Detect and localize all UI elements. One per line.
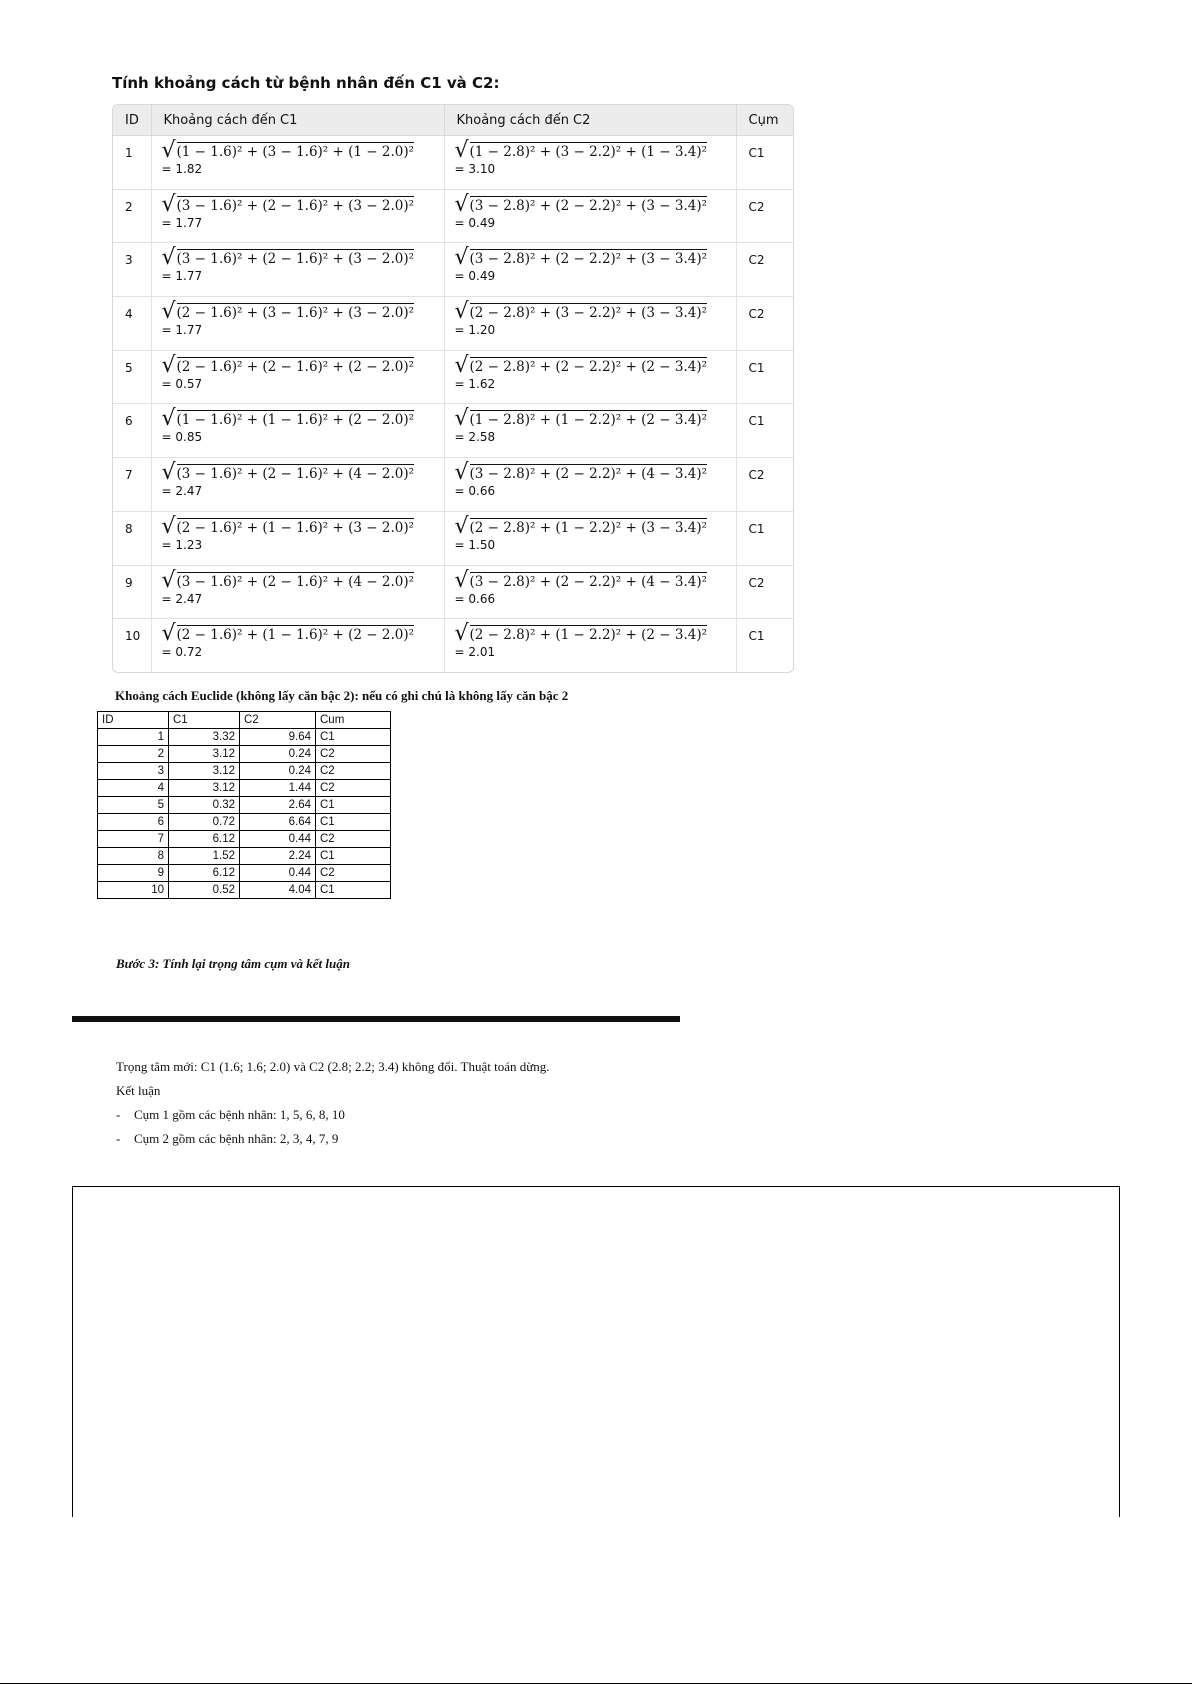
c1-result: = 0.85	[161, 430, 203, 445]
squared-table-row	[98, 729, 391, 746]
c1-formula	[161, 406, 434, 432]
sqrt-symbol: √	[161, 621, 176, 647]
c2-result: = 0.66	[454, 591, 496, 606]
c2-formula	[454, 567, 726, 593]
sq-c2-value: 0.24	[240, 746, 316, 763]
c2-formula-text: (2 − 2.8)² + (3 − 2.2)² + (3 − 3.4)²	[469, 305, 708, 322]
c1-distance-cell	[151, 565, 444, 619]
sq-c1-value: 6.12	[169, 831, 240, 848]
row-id: 4	[113, 297, 151, 351]
c1-result: = 1.82	[161, 162, 203, 176]
c1-result: = 2.47	[161, 591, 203, 606]
squared-table-row	[98, 882, 391, 899]
c1-formula	[161, 299, 434, 325]
c1-result: = 1.77	[161, 269, 203, 284]
sqrt-symbol: √	[454, 191, 469, 217]
squared-table-row	[98, 848, 391, 865]
c2-formula	[454, 621, 726, 647]
sq-c1-value: 0.32	[169, 797, 240, 814]
sq-cluster: C2	[316, 763, 391, 780]
conclusion-label: Kết luận	[116, 1083, 161, 1098]
c1-formula-text: (3 − 1.6)² + (2 − 1.6)² + (3 − 2.0)²	[176, 197, 415, 214]
sq-c1-value: 1.52	[169, 848, 240, 865]
distance-table-row	[113, 297, 793, 351]
cluster-cell: C1	[748, 629, 765, 644]
squared-table-row	[98, 746, 391, 763]
c2-distance-cell	[444, 189, 736, 243]
squared-table-header	[98, 712, 391, 729]
list-dash: -	[116, 1131, 121, 1146]
distance-table-row	[113, 404, 793, 458]
c1-formula-text: (2 − 1.6)² + (3 − 1.6)² + (3 − 2.0)²	[176, 305, 415, 322]
sq-cluster: C2	[316, 780, 391, 797]
squared-table-row	[98, 814, 391, 831]
new-centroids-text: Trọng tâm mới: C1 (1.6; 1.6; 2.0) và C2 (2.8; 2.2; 3.4) không đổi. Thuật toán dừng.	[116, 1059, 550, 1074]
distance-table-row	[113, 136, 793, 190]
c1-formula-text: (3 − 1.6)² + (2 − 1.6)² + (4 − 2.0)²	[176, 573, 415, 590]
c2-formula	[454, 406, 726, 432]
c2-formula-text: (2 − 2.8)² + (1 − 2.2)² + (3 − 3.4)²	[469, 519, 708, 536]
distance-heading: Tính khoảng cách từ bệnh nhân đến C1 và C2:	[112, 74, 500, 92]
sq-cluster: C1	[316, 797, 391, 814]
sqrt-symbol: √	[454, 567, 469, 593]
c2-formula-text: (2 − 2.8)² + (1 − 2.2)² + (2 − 3.4)²	[469, 627, 708, 644]
c1-result: = 1.77	[161, 215, 203, 230]
sqrt-symbol: √	[161, 245, 176, 271]
c1-result: = 0.57	[161, 376, 203, 391]
c2-distance-cell	[444, 136, 736, 190]
c1-formula	[161, 513, 434, 539]
squared-table-row	[98, 797, 391, 814]
c1-formula	[161, 245, 434, 271]
squared-table-row	[98, 780, 391, 797]
cluster-cell: C1	[736, 511, 793, 565]
distance-table-row	[113, 565, 793, 619]
c2-result: = 0.49	[454, 269, 496, 284]
distance-table-header	[113, 105, 793, 136]
sqrt-symbol: √	[454, 299, 469, 325]
cluster-cell: C2	[736, 189, 793, 243]
sq-cluster: C2	[316, 746, 391, 763]
cluster-cell: C2	[736, 243, 793, 297]
sqrt-symbol: √	[161, 567, 176, 593]
c2-distance-cell	[444, 404, 736, 458]
c2-formula	[454, 191, 726, 217]
c2-formula	[454, 138, 726, 163]
sq-cluster: C1	[316, 814, 391, 831]
c1-result: = 2.47	[161, 484, 203, 499]
c1-formula	[161, 567, 434, 593]
sq-c2-value: 0.44	[240, 831, 316, 848]
sq-c2-value: 1.44	[240, 780, 316, 797]
sq-row-id: 3	[98, 763, 169, 780]
sqrt-symbol: √	[454, 621, 469, 647]
c2-distance-cell	[444, 565, 736, 619]
c2-distance-cell	[444, 619, 736, 673]
c1-formula-text: (2 − 1.6)² + (1 − 1.6)² + (2 − 2.0)²	[176, 627, 415, 644]
sq-c2-value: 4.04	[240, 882, 316, 899]
row-id: 3	[113, 243, 151, 297]
c2-formula-text: (1 − 2.8)² + (1 − 2.2)² + (2 − 3.4)²	[469, 412, 708, 429]
sqrt-symbol: √	[454, 513, 469, 539]
sqrt-symbol: √	[161, 460, 176, 486]
c1-distance-cell	[151, 404, 444, 458]
list-dash: -	[116, 1107, 121, 1122]
c2-result: = 1.50	[454, 537, 496, 552]
c2-result: = 1.62	[454, 376, 496, 391]
sqrt-symbol: √	[161, 352, 176, 378]
c2-distance-cell	[444, 511, 736, 565]
distance-table-row	[113, 243, 793, 297]
sqrt-symbol: √	[161, 299, 176, 325]
c2-formula	[454, 299, 726, 325]
sq-cluster: C1	[316, 848, 391, 865]
sqrt-symbol: √	[161, 406, 176, 432]
squared-table-row	[98, 831, 391, 848]
bottom-rule	[0, 1683, 1192, 1684]
sq-cluster: C2	[316, 831, 391, 848]
cluster1-text: Cụm 1 gồm các bệnh nhân: 1, 5, 6, 8, 10	[134, 1107, 345, 1122]
c2-formula-text: (2 − 2.8)² + (2 − 2.2)² + (2 − 3.4)²	[469, 358, 708, 375]
column-header-id: ID	[113, 105, 151, 136]
distance-table	[113, 105, 793, 672]
c1-formula-text: (1 − 1.6)² + (3 − 1.6)² + (1 − 2.0)²	[176, 144, 415, 160]
c2-result: = 0.49	[454, 215, 496, 230]
distance-table-row	[113, 511, 793, 565]
cluster1-item	[116, 1107, 345, 1123]
c1-result: = 1.23	[161, 537, 203, 552]
sq-row-id: 1	[98, 729, 169, 746]
distance-table-row	[113, 350, 793, 404]
c1-result: = 0.72	[161, 645, 203, 660]
c1-formula	[161, 191, 434, 217]
sqrt-symbol: √	[161, 513, 176, 539]
c2-formula-text: (3 − 2.8)² + (2 − 2.2)² + (4 − 3.4)²	[469, 573, 708, 590]
sqrt-symbol: √	[161, 138, 176, 163]
c1-formula-text: (3 − 1.6)² + (2 − 1.6)² + (4 − 2.0)²	[176, 466, 415, 483]
c2-result: = 2.01	[454, 645, 496, 660]
c1-formula	[161, 460, 434, 486]
sq-c2-value: 0.24	[240, 763, 316, 780]
sq-c1-value: 3.12	[169, 746, 240, 763]
sqrt-symbol: √	[454, 406, 469, 432]
sq-column-header-cluster: Cum	[316, 712, 391, 729]
divider-bar	[72, 1016, 680, 1022]
sq-row-id: 7	[98, 831, 169, 848]
c1-formula	[161, 352, 434, 378]
cluster-cell: C2	[736, 297, 793, 351]
sq-row-id: 8	[98, 848, 169, 865]
sq-c1-value: 6.12	[169, 865, 240, 882]
sqrt-symbol: √	[454, 460, 469, 486]
sq-c1-value: 3.32	[169, 729, 240, 746]
c1-distance-cell	[151, 619, 444, 673]
c2-result: = 1.20	[454, 323, 496, 338]
c1-distance-cell	[151, 511, 444, 565]
sq-cluster: C1	[316, 729, 391, 746]
column-header-c1: Khoảng cách đến C1	[151, 105, 444, 136]
cluster-cell: C1	[736, 404, 793, 458]
sq-row-id: 4	[98, 780, 169, 797]
sqrt-symbol: √	[454, 138, 469, 163]
sq-row-id: 9	[98, 865, 169, 882]
sq-c2-value: 6.64	[240, 814, 316, 831]
column-header-cluster: Cụm	[736, 105, 793, 136]
cluster-cell: C2	[736, 565, 793, 619]
row-id: 2	[113, 189, 151, 243]
squared-distance-heading: Khoảng cách Euclide (không lấy căn bậc 2): nếu có ghi chú là không lấy căn bậc 2	[115, 688, 569, 703]
squared-distance-table	[97, 711, 391, 899]
c1-formula-text: (2 − 1.6)² + (1 − 1.6)² + (3 − 2.0)²	[176, 519, 415, 536]
c1-distance-cell	[151, 297, 444, 351]
step3-heading: Bước 3: Tính lại trọng tâm cụm và kết luận	[116, 956, 350, 971]
c2-formula-text: (1 − 2.8)² + (3 − 2.2)² + (1 − 3.4)²	[469, 144, 708, 160]
distance-table-row	[113, 619, 793, 673]
sq-column-header-c1: C1	[169, 712, 240, 729]
c2-formula	[454, 513, 726, 539]
squared-table-row	[98, 865, 391, 882]
row-id: 9	[113, 565, 151, 619]
sq-row-id: 2	[98, 746, 169, 763]
distance-table-row	[113, 189, 793, 243]
c2-formula-text: (3 − 2.8)² + (2 − 2.2)² + (4 − 3.4)²	[469, 466, 708, 483]
sq-row-id: 10	[98, 882, 169, 899]
row-id: 7	[113, 458, 151, 512]
c1-result: = 1.77	[161, 323, 203, 338]
empty-frame	[72, 1186, 1120, 1517]
sq-c1-value: 0.72	[169, 814, 240, 831]
sq-c1-value: 3.12	[169, 780, 240, 797]
distance-table-row	[113, 458, 793, 512]
sq-c2-value: 2.24	[240, 848, 316, 865]
sq-row-id: 6	[98, 814, 169, 831]
sq-cluster: C1	[316, 882, 391, 899]
c2-result: = 0.66	[454, 484, 496, 499]
row-id: 5	[113, 350, 151, 404]
cluster-cell: C2	[736, 458, 793, 512]
c2-formula	[454, 460, 726, 486]
sqrt-symbol: √	[454, 245, 469, 271]
cluster2-text: Cụm 2 gồm các bệnh nhân: 2, 3, 4, 7, 9	[134, 1131, 339, 1146]
c1-formula-text: (3 − 1.6)² + (2 − 1.6)² + (3 − 2.0)²	[176, 251, 415, 268]
c1-distance-cell	[151, 243, 444, 297]
row-id: 1	[113, 136, 151, 190]
cluster2-item	[116, 1131, 338, 1147]
c1-formula	[161, 621, 434, 647]
c1-distance-cell	[151, 350, 444, 404]
c1-distance-cell	[151, 136, 444, 190]
c2-formula-text: (3 − 2.8)² + (2 − 2.2)² + (3 − 3.4)²	[469, 197, 708, 214]
c2-distance-cell	[444, 297, 736, 351]
sq-column-header-id: ID	[98, 712, 169, 729]
c2-formula-text: (3 − 2.8)² + (2 − 2.2)² + (3 − 3.4)²	[469, 251, 708, 268]
c2-result: = 2.58	[454, 430, 496, 445]
c2-distance-cell	[444, 458, 736, 512]
row-id: 8	[113, 511, 151, 565]
c1-formula-text: (1 − 1.6)² + (1 − 1.6)² + (2 − 2.0)²	[176, 412, 415, 429]
sq-row-id: 5	[98, 797, 169, 814]
c1-distance-cell	[151, 189, 444, 243]
sq-c2-value: 2.64	[240, 797, 316, 814]
sq-c1-value: 0.52	[169, 882, 240, 899]
row-id: 10	[113, 619, 151, 673]
cluster-cell: C1	[736, 350, 793, 404]
c1-distance-cell	[151, 458, 444, 512]
c2-formula	[454, 352, 726, 378]
c2-distance-cell	[444, 243, 736, 297]
sqrt-symbol: √	[161, 191, 176, 217]
sq-c1-value: 3.12	[169, 763, 240, 780]
c1-formula	[161, 138, 434, 163]
c2-result: = 3.10	[454, 162, 496, 176]
sq-column-header-c2: C2	[240, 712, 316, 729]
sq-cluster: C2	[316, 865, 391, 882]
column-header-c2: Khoảng cách đến C2	[444, 105, 736, 136]
c2-distance-cell	[444, 350, 736, 404]
row-id: 6	[113, 404, 151, 458]
distance-table-container	[112, 104, 794, 673]
sqrt-symbol: √	[454, 352, 469, 378]
sq-c2-value: 9.64	[240, 729, 316, 746]
sq-c2-value: 0.44	[240, 865, 316, 882]
squared-table-row	[98, 763, 391, 780]
c2-formula	[454, 245, 726, 271]
cluster-cell: C1	[736, 136, 793, 190]
c1-formula-text: (2 − 1.6)² + (2 − 1.6)² + (2 − 2.0)²	[176, 358, 415, 375]
